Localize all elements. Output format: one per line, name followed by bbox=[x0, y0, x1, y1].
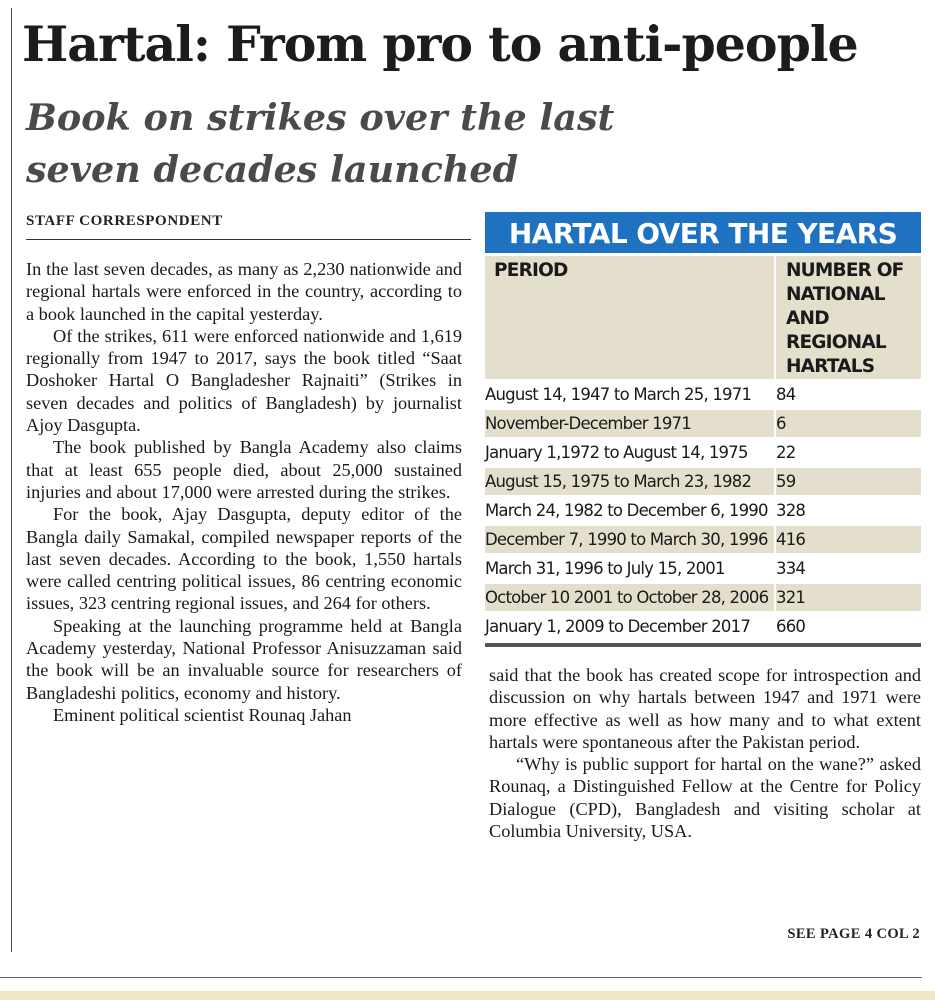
period-cell: December 7, 1990 to March 30, 1996 bbox=[485, 526, 774, 553]
count-cell: 6 bbox=[774, 410, 921, 437]
period-cell: March 31, 1996 to July 15, 2001 bbox=[485, 559, 725, 578]
table-row bbox=[485, 584, 921, 611]
page-divider bbox=[0, 977, 922, 978]
paragraph: Eminent political scientist Rounaq Jahan bbox=[53, 704, 352, 725]
next-article-strip bbox=[0, 991, 935, 1000]
hartal-table bbox=[485, 254, 921, 642]
column-rule bbox=[11, 8, 12, 952]
continuation-link[interactable]: SEE PAGE 4 COL 2 bbox=[787, 926, 920, 942]
hartal-table-box bbox=[485, 212, 921, 647]
table-row bbox=[485, 381, 921, 408]
table-row bbox=[485, 410, 921, 437]
byline: STAFF CORRESPONDENT bbox=[26, 213, 471, 240]
period-cell: August 14, 1947 to March 25, 1971 bbox=[485, 385, 752, 404]
period-cell: March 24, 1982 to December 6, 1990 bbox=[485, 501, 768, 520]
count-cell: 660 bbox=[774, 613, 921, 640]
paragraph: The book published by Bangla Academy also claims that at least 655 people died, about 25,000 sustained injuries and about 17,000 were arrested during the strikes. bbox=[26, 437, 462, 502]
article-column-left bbox=[26, 258, 462, 726]
headline: Hartal: From pro to anti-people bbox=[22, 15, 858, 73]
column-header-count: NUMBER OF NATIONAL AND REGIONAL HARTALS bbox=[774, 256, 921, 379]
table-row bbox=[485, 439, 921, 466]
table-row bbox=[485, 526, 921, 553]
paragraph: Of the strikes, 611 were enforced nationwide and 1,619 regionally from 1947 to 2017, says the book titled “Saat Doshoker Hartal O Bangladesher Rajnaiti” (Strikes in seven decades and politics of Bangladesh) by journalist Ajoy Dasgupta. bbox=[26, 325, 462, 436]
paragraph: said that the book has created scope for introspection and discussion on why hartals between 1947 and 1971 were more effective as well as how many and to what extent hartals were spontaneous after the Pakistan period. bbox=[489, 665, 921, 752]
count-cell: 84 bbox=[774, 381, 921, 408]
subheadline: Book on strikes over the last seven decades launched bbox=[26, 96, 615, 191]
table-title: HARTAL OVER THE YEARS bbox=[485, 212, 921, 253]
article-column-right bbox=[489, 664, 921, 842]
paragraph: “Why is public support for hartal on the wane?” asked Rounaq, a Distinguished Fellow at the Centre for Policy Dialogue (CPD), Bangladesh and visiting scholar at Columbia University, USA. bbox=[489, 754, 921, 842]
column-header-period: PERIOD bbox=[485, 256, 774, 379]
count-cell: 59 bbox=[774, 468, 921, 495]
period-cell: November-December 1971 bbox=[485, 410, 774, 437]
table-row bbox=[485, 613, 921, 640]
period-cell: January 1, 2009 to December 2017 bbox=[485, 617, 751, 636]
period-cell: October 10 2001 to October 28, 2006 bbox=[485, 584, 774, 611]
table-header-row bbox=[485, 256, 921, 379]
period-cell: January 1,1972 to August 14, 1975 bbox=[485, 443, 748, 462]
table-row bbox=[485, 497, 921, 524]
count-cell: 328 bbox=[774, 497, 921, 524]
count-cell: 22 bbox=[774, 439, 921, 466]
paragraph: In the last seven decades, as many as 2,230 nationwide and regional hartals were enforced in the country, according to a book launched in the capital yesterday. bbox=[26, 259, 462, 324]
table-row bbox=[485, 468, 921, 495]
count-cell: 321 bbox=[774, 584, 921, 611]
table-row bbox=[485, 555, 921, 582]
paragraph: Speaking at the launching programme held at Bangla Academy yesterday, National Professor Anisuzzaman said the book will be an invaluable source for researchers of Bangladeshi politics, economy and history. bbox=[26, 615, 462, 703]
period-cell: August 15, 1975 to March 23, 1982 bbox=[485, 468, 774, 495]
count-cell: 334 bbox=[774, 555, 921, 582]
count-cell: 416 bbox=[774, 526, 921, 553]
table-bottom-rule bbox=[485, 643, 921, 647]
paragraph: For the book, Ajay Dasgupta, deputy editor of the Bangla daily Samakal, compiled newspaper reports of the last seven decades. According to the book, 1,550 hartals were called centring political issues, 86 centring economic issues, 323 centring regional issues, and 264 for others. bbox=[26, 504, 462, 614]
